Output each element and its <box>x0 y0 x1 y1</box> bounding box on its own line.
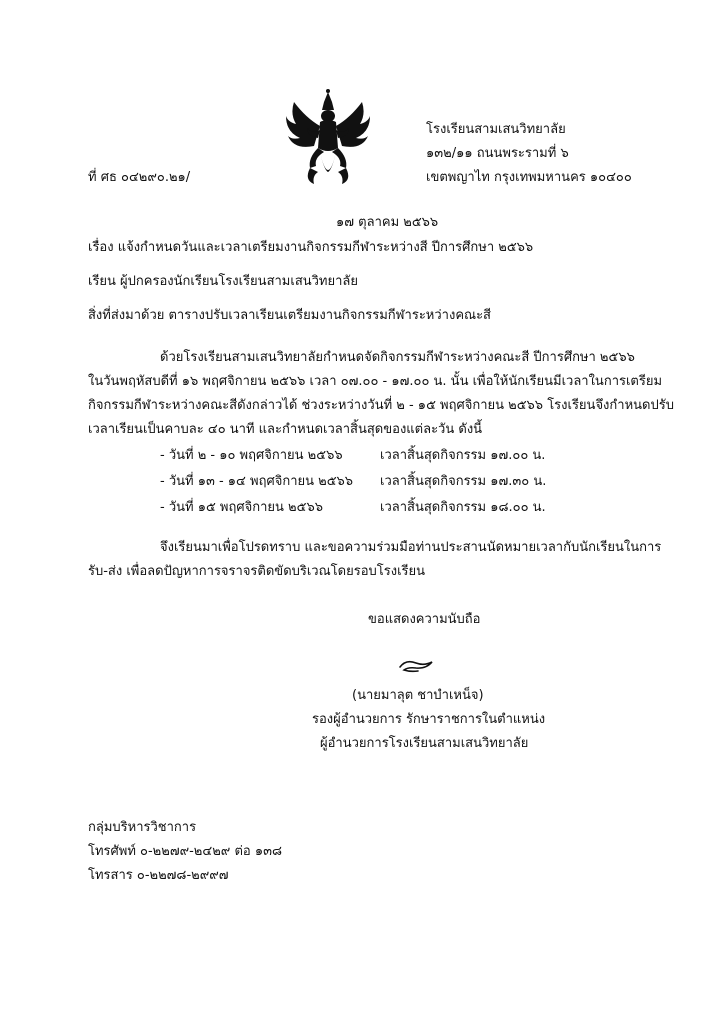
body-line: กิจกรรมกีฬาระหว่างคณะสีดังกล่าวได้ ช่วงระหว่างวันที่ ๒ - ๑๕ พฤศจิกายน ๒๕๖๖ โรงเรียนจึงกำหนดปรับ <box>88 398 674 413</box>
signatory-position: ผู้อำนวยการโรงเรียนสามเสนวิทยาลัย <box>320 736 529 751</box>
schedule-dates: - วันที่ ๑๕ พฤศจิกายน ๒๕๖๖ <box>160 500 323 515</box>
address-line-2: เขตพญาไท กรุงเทพมหานคร ๑๐๔๐๐ <box>426 170 632 185</box>
department-name: กลุ่มบริหารวิชาการ <box>88 820 197 835</box>
phone-number: โทรศัพท์ ๐-๒๒๗๙-๒๔๒๙ ต่อ ๑๓๘ <box>88 844 282 859</box>
letter-date: ๑๗ ตุลาคม ๒๕๖๖ <box>336 215 439 230</box>
body-line: เวลาเรียนเป็นคาบละ ๔๐ นาที และกำหนดเวลาสิ้นสุดของแต่ละวัน ดังนี้ <box>88 422 483 437</box>
letter-subject: เรื่อง แจ้งกำหนดวันและเวลาเตรียมงานกิจกรรมกีฬาระหว่างสี ปีการศึกษา ๒๕๖๖ <box>88 240 534 255</box>
signature-icon <box>396 657 436 675</box>
schedule-dates: - วันที่ ๑๓ - ๑๔ พฤศจิกายน ๒๕๖๖ <box>160 474 354 489</box>
letter-recipient: เรียน ผู้ปกครองนักเรียนโรงเรียนสามเสนวิทยาลัย <box>88 274 359 289</box>
salutation: ขอแสดงความนับถือ <box>368 612 481 627</box>
reference-number: ที่ ศธ ๐๔๒๙๐.๒๑/ <box>88 170 191 185</box>
schedule-end-time: เวลาสิ้นสุดกิจกรรม ๑๗.๓๐ น. <box>380 474 547 489</box>
garuda-emblem-icon <box>280 88 376 188</box>
closing-line: รับ-ส่ง เพื่อลดปัญหาการจราจรติดขัดบริเวณโดยรอบโรงเรียน <box>88 564 425 579</box>
school-name: โรงเรียนสามเสนวิทยาลัย <box>426 122 566 137</box>
signatory-position: รองผู้อำนวยการ รักษาราชการในตำแหน่ง <box>312 712 546 727</box>
signatory-name: (นายมาลุต ชาบำเหน็จ) <box>352 688 484 703</box>
closing-line: จึงเรียนมาเพื่อโปรดทราบ และขอความร่วมมือท่านประสานนัดหมายเวลากับนักเรียนในการ <box>160 540 662 555</box>
letter-enclosure: สิ่งที่ส่งมาด้วย ตารางปรับเวลาเรียนเตรียมงานกิจกรรมกีฬาระหว่างคณะสี <box>88 308 491 323</box>
body-line: ด้วยโรงเรียนสามเสนวิทยาลัยกำหนดจัดกิจกรรมกีฬาระหว่างคณะสี ปีการศึกษา ๒๕๖๖ <box>160 350 635 365</box>
schedule-end-time: เวลาสิ้นสุดกิจกรรม ๑๘.๐๐ น. <box>380 500 546 515</box>
fax-number: โทรสาร ๐-๒๒๗๘-๒๙๙๗ <box>88 868 229 883</box>
schedule-dates: - วันที่ ๒ - ๑๐ พฤศจิกายน ๒๕๖๖ <box>160 448 343 463</box>
address-line-1: ๑๓๒/๑๑ ถนนพระรามที่ ๖ <box>426 146 569 161</box>
body-line: ในวันพฤหัสบดีที่ ๑๖ พฤศจิกายน ๒๕๖๖ เวลา ๐๗.๐๐ - ๑๗.๐๐ น. นั้น เพื่อให้นักเรียนมีเวลาในการเตรียม <box>88 374 663 389</box>
schedule-end-time: เวลาสิ้นสุดกิจกรรม ๑๗.๐๐ น. <box>380 448 546 463</box>
